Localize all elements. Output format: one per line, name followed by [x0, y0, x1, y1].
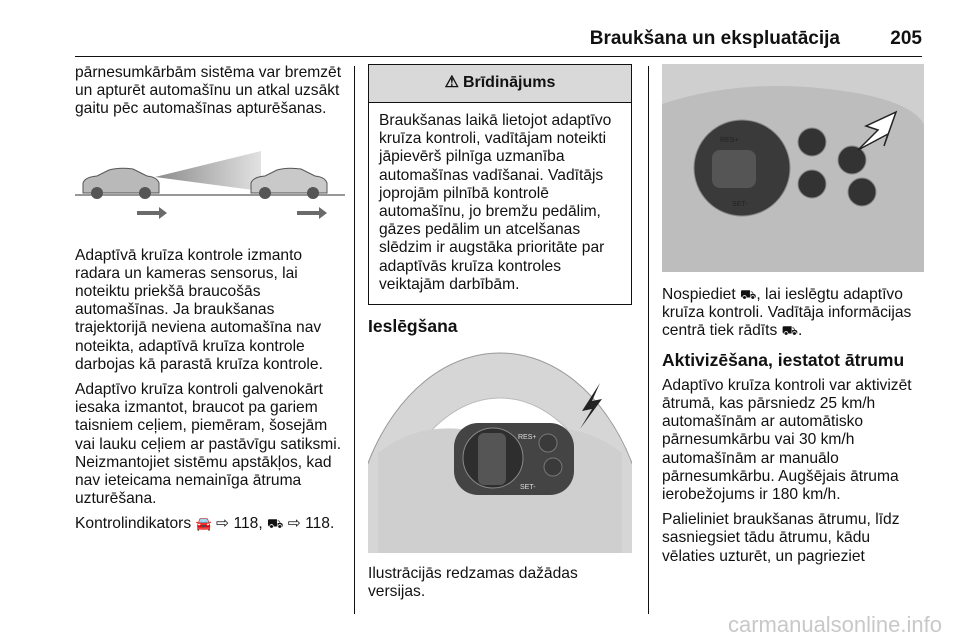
column-divider-2 — [648, 66, 649, 614]
warning-text: Braukšanas laikā lietojot adaptīvo kruīza kontroli, vadītājam noteikti jāpievērš pilnīga uzmanība automašīnas vadīšanai. Vadītājs joprojām pilnībā kontrolē automašīnu, jo bremžu pedālim, gāzes pedālim un atcelšanas slēdzim ir augstāka prioritāte par adaptīvās kruīza kontroles veiktajām darbībām. — [379, 112, 612, 293]
watermark: carmanualsonline.info — [727, 612, 942, 637]
press-text-c: . — [797, 322, 803, 340]
running-header-title: Braukšana un ekspluatācija — [589, 28, 840, 49]
paragraph-radar: Adaptīvā kruīza kontrole izmanto radara un kameras sensorus, lai noteiktu priekšā braucošās automašīnas. Ja braukšanas trajektorijā neviena automašīna nav noteikta, adaptīvā kruīza kontrole darbojas kā parastā kruīza kontrole. — [75, 246, 323, 373]
column-divider-1 — [354, 66, 355, 614]
steering-wheel-illustration-1 — [368, 343, 632, 553]
set-label: SET- — [520, 484, 536, 492]
res-label-2: RES+ — [720, 137, 739, 144]
acc-indicator-icon: ⛟ — [267, 516, 284, 532]
paragraph-usage: Adaptīvo kruīza kontroli galvenokārt iesaka izmantot, braucot pa gariem taisniem ceļiem, piemēram, šosejām vai lauku ceļiem ar pastāvīgu satiksmi. Neizmantojiet sistēmu apstākļos, kad nav ieteicama nemainīga ātruma uzturēšana. — [75, 381, 342, 508]
header-rule — [75, 56, 922, 57]
page-ref-arrow-icon: ⇨ — [287, 515, 301, 533]
column-2 — [368, 64, 632, 609]
acc-indicator-icon: ⛟ — [781, 323, 798, 339]
paragraph-speed-limits: Adaptīvo kruīza kontroli var aktivizēt ātrumā, kas pārsniedz 25 km/h automašīnām ar automātisko pārnesumkārbu vai 30 km/h automašīnām ar manuālo pārnesumkārbu. Augšējais ātruma ierobežojums ir 180 km/h. — [662, 376, 912, 504]
res-label: RES+ — [518, 434, 537, 442]
warning-box — [368, 64, 632, 305]
warning-triangle-icon: ⚠ — [444, 74, 459, 92]
paragraph-increase-speed: Palieliniet braukšanas ātrumu, līdz sasniegsiet tādu ātrumu, kādu vēlaties uzturēt, un pagrieziet — [662, 511, 900, 565]
paragraph-press-button — [662, 286, 924, 341]
set-label-2: SET- — [732, 201, 748, 208]
figure-caption: Ilustrācijās redzamas dažādas versijas. — [368, 565, 578, 601]
page-ref-arrow-icon: ⇨ — [216, 515, 230, 533]
steering-wheel-illustration-2 — [662, 64, 924, 272]
warning-title: Brīdinājums — [462, 74, 556, 92]
page-number: 205 — [890, 28, 922, 49]
section-heading-set-speed: Aktivizēšana, iestatot ātrumu — [662, 349, 905, 370]
warning-header — [369, 65, 631, 103]
acc-button-icon: ⛟ — [740, 287, 757, 302]
page-ref-2: 118. — [305, 515, 335, 533]
column-3 — [662, 64, 924, 573]
paragraph-intro: pārnesumkārbām sistēma var bremzēt un apturēt automašīnu un atkal uzsākt gaitu pēc automašīnas apturēšanas. — [75, 64, 342, 118]
car-indicator-icon: 🚘 — [195, 516, 212, 532]
radar-illustration — [75, 129, 345, 229]
indicators-label: Kontrolindikators — [75, 515, 192, 533]
page-ref-1: 118, — [233, 515, 263, 533]
paragraph-indicators — [75, 515, 345, 533]
section-heading-activation: Ieslēgšana — [368, 316, 458, 337]
column-1 — [75, 64, 345, 541]
press-text-a: Nospiediet — [662, 286, 736, 303]
press-text-b: , lai ieslēgtu adaptīvo kruīza kontroli. Vadītāja informācijas centrā tiek rādīts — [662, 286, 912, 340]
